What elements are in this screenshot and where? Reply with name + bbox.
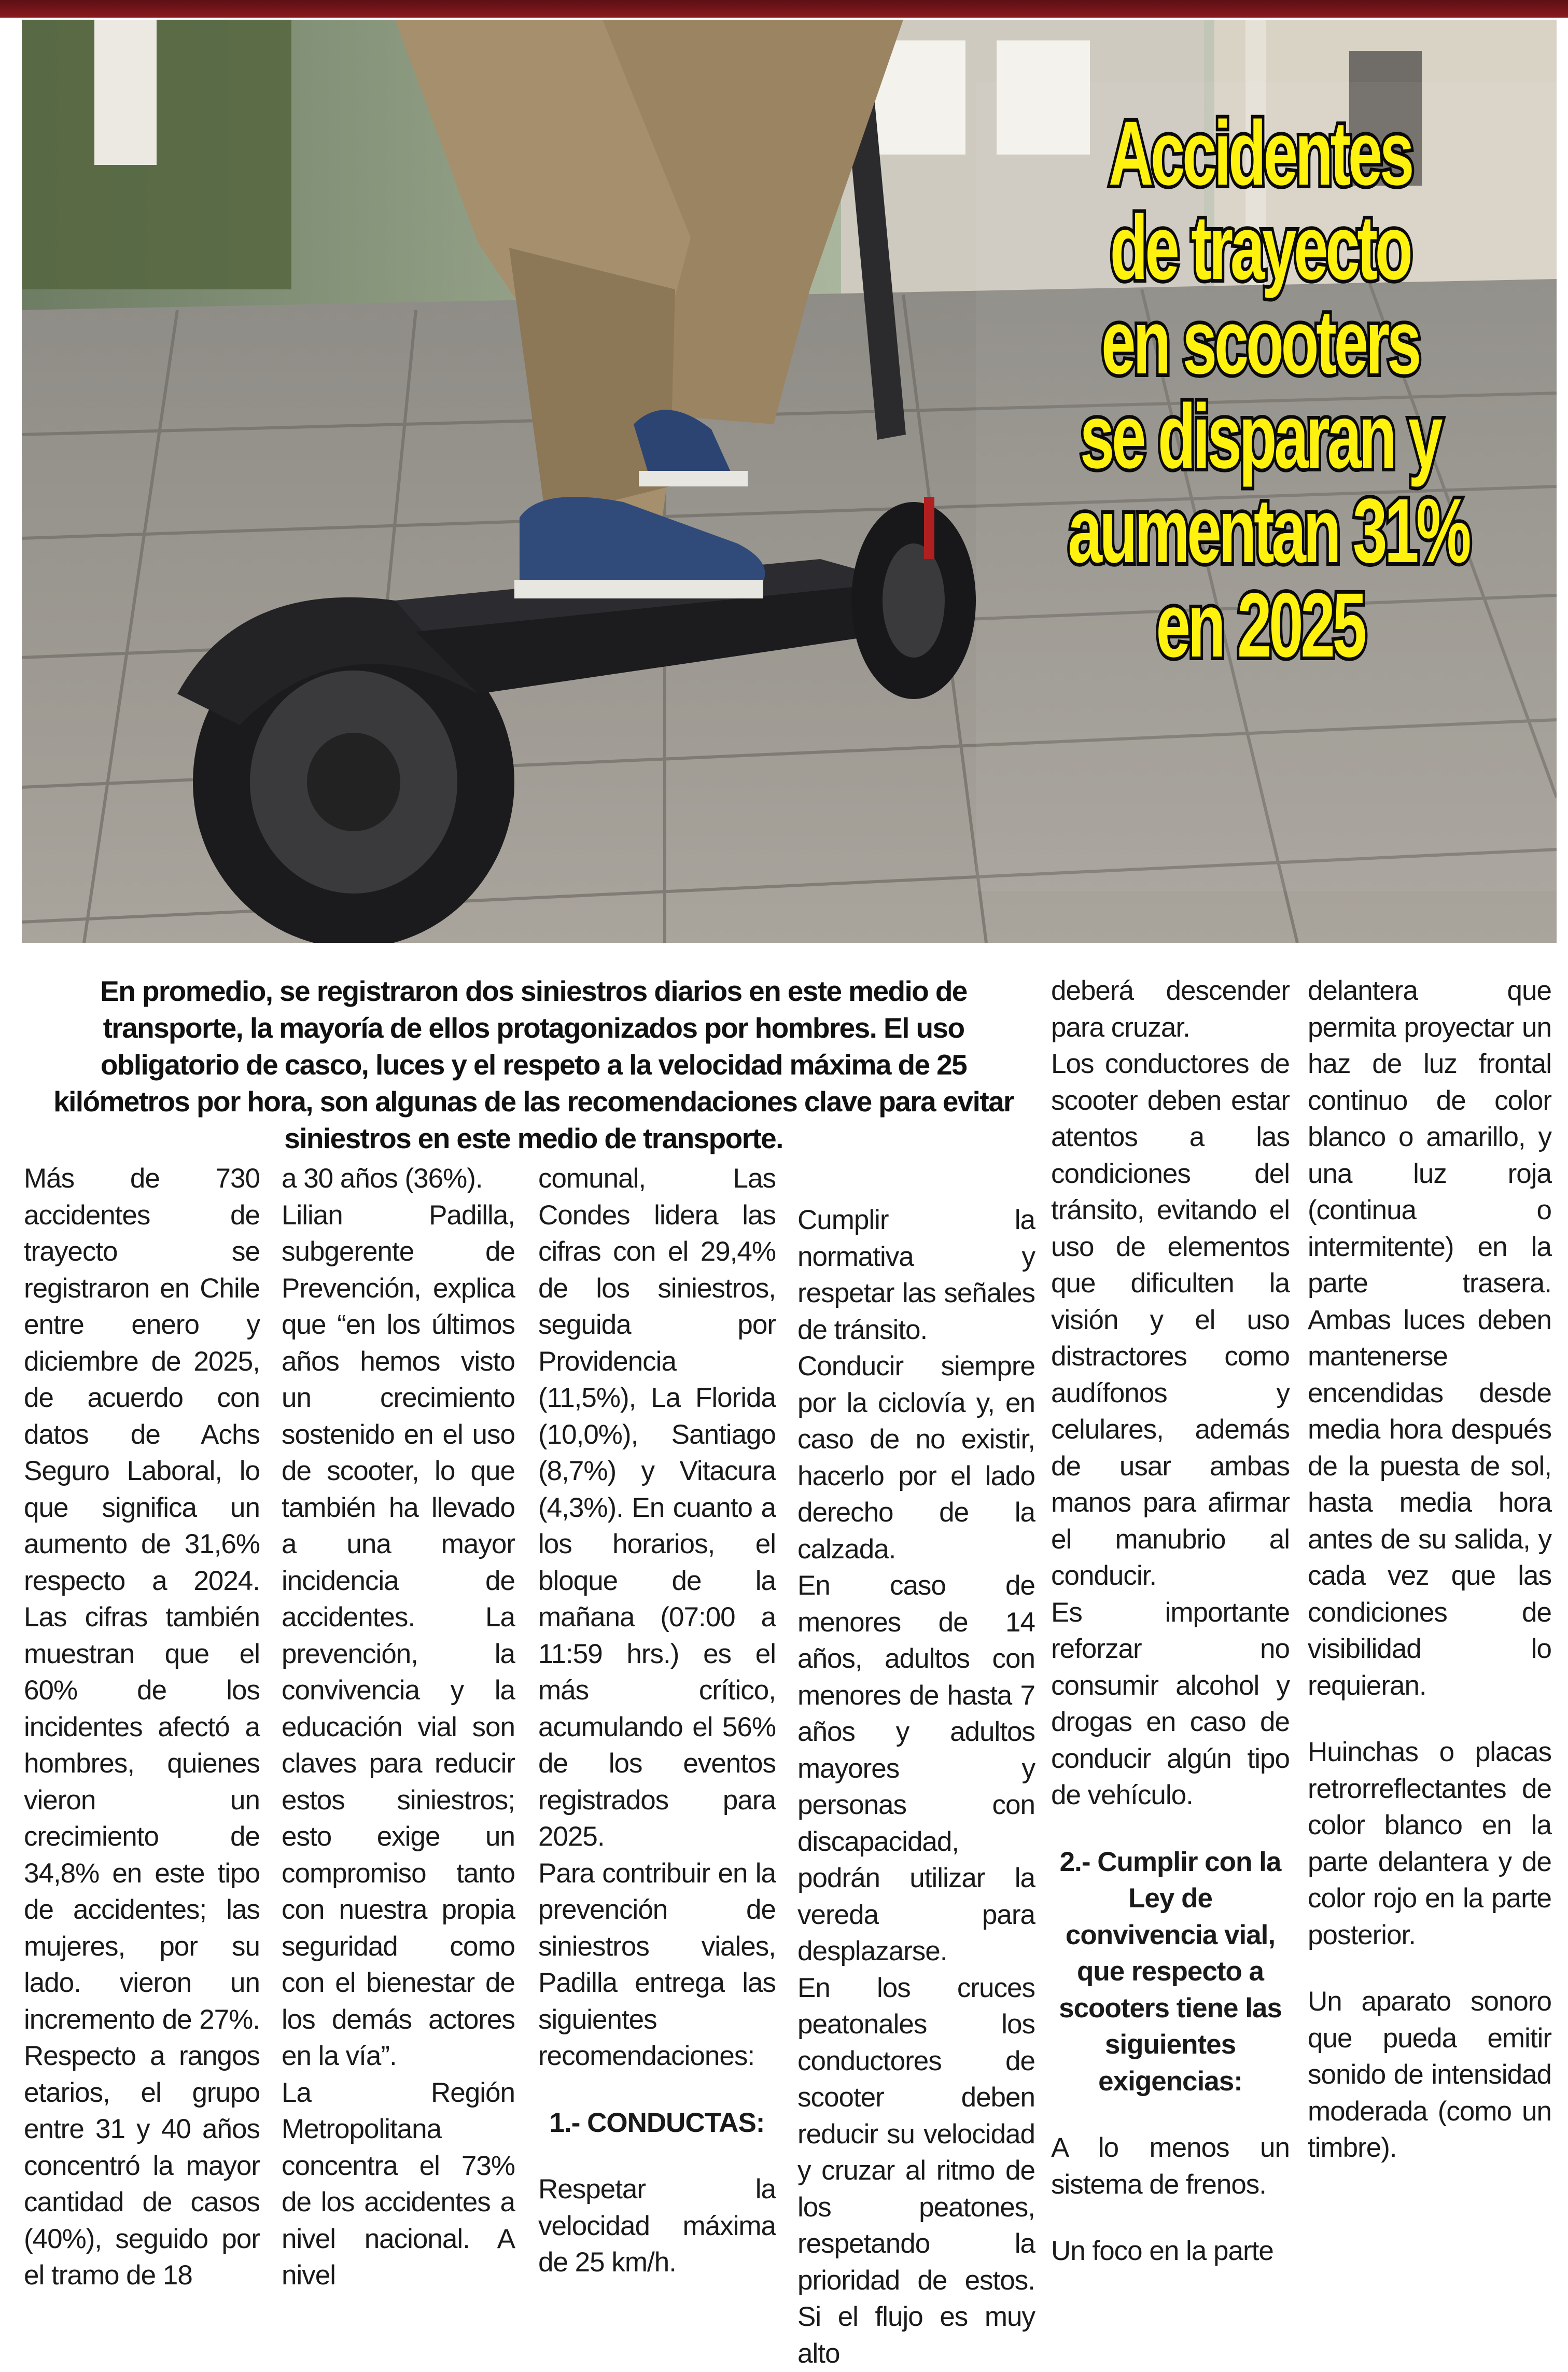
headline-line-1: Accidentes (1068, 106, 1452, 201)
column-4 (797, 1202, 1035, 2372)
paragraph: Conducir siempre por la ciclovía y, en caso de no existir, hacerlo por el lado derecho de la calzada. (797, 1348, 1035, 1568)
paragraph: Un aparato sonoro que pueda emitir sonido de intensidad moderada (como un timbre). (1308, 1984, 1551, 2167)
paragraph: Lilian Padilla, subgerente de Prevención, explica que “en los últimos años hemos visto un crecimiento sostenido en el uso de scooter, lo que también ha llevado a una mayor incidencia de accidentes. La prevención, la convivencia y la educación vial son claves para reducir estos siniestros; esto exige un compromiso tanto con nuestra propia seguridad como con el bienestar de los demás actores en la vía”. (282, 1197, 515, 2075)
column-2 (282, 1161, 515, 2294)
headline-line-4: se disparan y (1068, 389, 1452, 484)
headline-line-5: aumentan 31% (1068, 484, 1452, 578)
paragraph: Más de 730 accidentes de trayecto se registraron en Chile entre enero y diciembre de 2025, de acuerdo con datos de Achs Seguro Laboral, lo que significa un aumento de 31,6% respecto a 2024. Las cifras también muestran que el 60% de los incidentes afectó a hombres, quienes vieron un crecimiento de 34,8% en este tipo de accidentes; las mujeres, por su lado. vieron un incremento de 27%. Respecto a rangos etarios, el grupo entre 31 y 40 años concentró la mayor cantidad de casos (40%), seguido por el tramo de 18 (24, 1161, 260, 2294)
top-color-bar (0, 0, 1568, 18)
paragraph: comunal, Las Condes lidera las cifras con el 29,4% de los siniestros, seguida por Providencia (11,5%), La Florida (10,0%), Santiago (8,7%) y Vitacura (4,3%). En cuanto a los horarios, el bloque de la mañana (07:00 a 11:59 hrs.) es el más crítico, acumulando el 56% de los eventos registrados para 2025. (538, 1161, 776, 1855)
paragraph: Un foco en la parte (1051, 2233, 1290, 2270)
paragraph: En caso de menores de 14 años, adultos con menores de hasta 7 años y adultos mayores y personas con discapacidad, podrán utilizar la vereda para desplazarse. (797, 1568, 1035, 1970)
paragraph: Cumplir la normativa y respetar las señales de tránsito. (797, 1202, 1035, 1348)
paragraph: Para contribuir en la prevención de siniestros viales, Padilla entrega las siguientes recomendaciones: (538, 1855, 776, 2075)
column-1 (24, 1161, 260, 2294)
paragraph: a 30 años (36%). (282, 1161, 515, 1197)
section-heading-ley: 2.- Cumplir con la Ley de convivencia vial, que respecto a scooters tiene las siguientes exigencias: (1051, 1844, 1290, 2100)
headline (1068, 106, 1452, 673)
paragraph: deberá descender para cruzar. (1051, 973, 1290, 1046)
paragraph: Los conductores de scooter deben estar atentos a las condiciones del tránsito, evitando el uso de elementos que dificulten la visión y el uso distractores como audífonos y celulares, además de usar ambas manos para afirmar el manubrio al conducir. (1051, 1046, 1290, 1595)
column-3 (538, 1161, 776, 2281)
paragraph: delantera que permita proyectar un haz de luz frontal continuo de color blanco o amarillo, y una luz roja (continua o intermitente) en la parte trasera. Ambas luces deben mantenerse encendidas desde media hora después de la puesta de sol, hasta media hora antes de su salida, y cada vez que las condiciones de visibilidad lo requieran. (1308, 973, 1551, 1704)
paragraph: Es importante reforzar no consumir alcohol y drogas en caso de conducir algún tipo de vehículo. (1051, 1595, 1290, 1814)
column-5 (1051, 973, 1290, 2270)
paragraph: Respetar la velocidad máxima de 25 km/h. (538, 2171, 776, 2281)
paragraph: En los cruces peatonales los conductores de scooter deben reducir su velocidad y cruzar al ritmo de los peatones, respetando la prioridad de estos. Si el flujo es muy alto (797, 1970, 1035, 2372)
lead-paragraph: En promedio, se registraron dos siniestros diarios en este medio de transporte, la mayoría de ellos protagonizados por hombres. El uso obligatorio de casco, luces y el respeto a la velocidad máxima de 25 kilómetros por hora, son algunas de las recomendaciones clave para evitar siniestros en este medio de transporte. (33, 973, 1034, 1157)
headline-line-3: en scooters (1068, 295, 1452, 389)
headline-line-2: de trayecto (1068, 201, 1452, 295)
paragraph: A lo menos un sistema de frenos. (1051, 2130, 1290, 2203)
column-6 (1308, 973, 1551, 2167)
headline-line-6: en 2025 (1068, 578, 1452, 673)
paragraph: La Región Metropolitana concentra el 73% de los accidentes a nivel nacional. A nivel (282, 2075, 515, 2294)
paragraph: Huinchas o placas retrorreflectantes de color blanco en la parte delantera y de color rojo en la parte posterior. (1308, 1734, 1551, 1954)
section-heading-conductas: 1.- CONDUCTAS: (538, 2105, 776, 2142)
